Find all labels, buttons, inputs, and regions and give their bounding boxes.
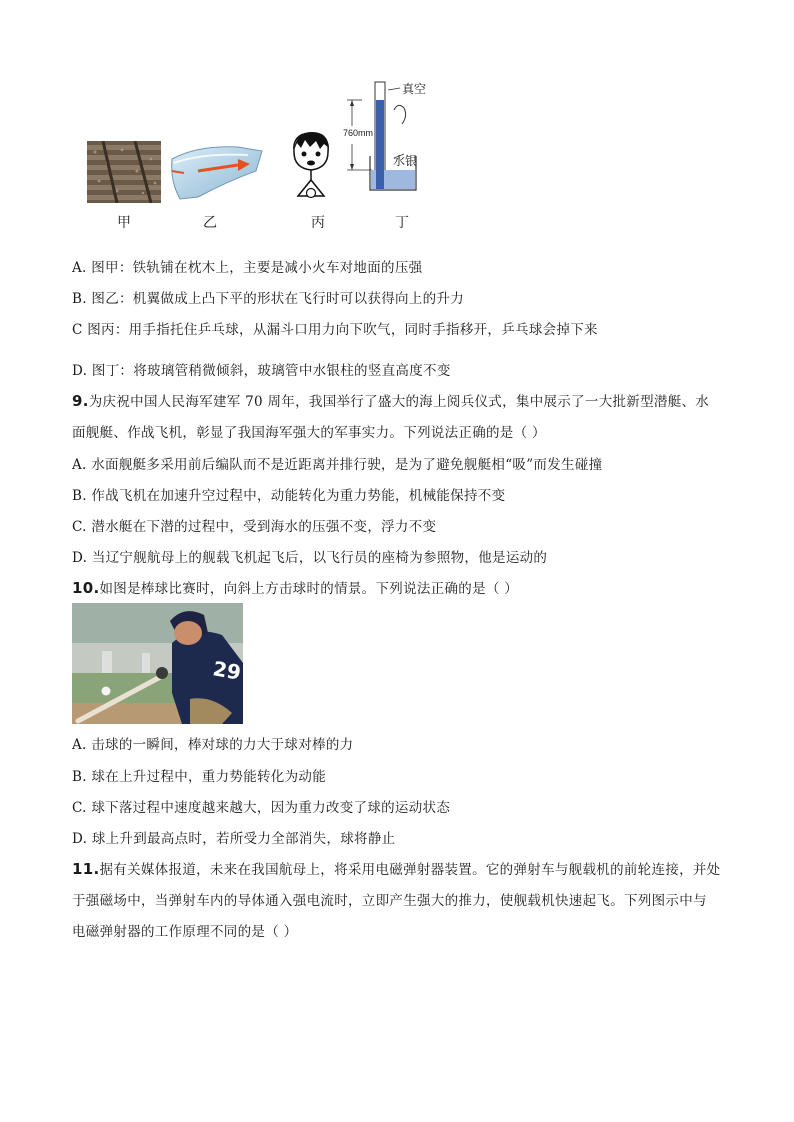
wing-image xyxy=(168,141,264,203)
q8-option-d: D. 图丁：将玻璃管稍微倾斜，玻璃管中水银柱的竖直高度不变 xyxy=(72,363,451,379)
q10-stem-text: 如图是棒球比赛时，向斜上方击球时的情景。下列说法正确的是（ ） xyxy=(99,581,519,597)
q8-option-c: C 图丙：用手指托住乒乓球，从漏斗口用力向下吹气，同时手指移开，乒乓球会掉下来 xyxy=(72,322,598,338)
q9-stem-line1 xyxy=(72,390,709,410)
q10-option-d: D. 球上升到最高点时，若所受力全部消失，球将静止 xyxy=(72,831,396,847)
q11-number: 11. xyxy=(72,860,100,878)
vacuum-label: 真空 xyxy=(402,82,427,96)
q9-stem-text1: 为庆祝中国人民海军建军 70 周年，我国举行了盛大的海上阅兵仪式，集中展示了一大批新型潜艇、水 xyxy=(88,394,710,410)
q11-stem-line3: 电磁弹射器的工作原理不同的是（ ） xyxy=(72,924,298,940)
mercury-label: 水银 xyxy=(393,154,418,168)
q11-stem-line1 xyxy=(72,858,720,878)
q8-option-a: A. 图甲：铁轨铺在枕木上，主要是减小火车对地面的压强 xyxy=(72,260,423,276)
height-label: 760mm xyxy=(343,128,374,138)
caption-yi: 乙 xyxy=(203,215,217,231)
q10-number: 10. xyxy=(72,579,100,597)
q10-option-c: C. 球下落过程中速度越来越大，因为重力改变了球的运动状态 xyxy=(72,800,451,816)
q10-option-b: B. 球在上升过程中，重力势能转化为动能 xyxy=(72,769,327,785)
q11-stem-text1: 据有关媒体报道，未来在我国航母上，将采用电磁弹射器装置。它的弹射车与舰载机的前轮连接，并处 xyxy=(99,862,721,878)
q8-option-b: B. 图乙：机翼做成上凸下平的形状在飞行时可以获得向上的升力 xyxy=(72,291,465,307)
q9-option-b: B. 作战飞机在加速升空过程中，动能转化为重力势能，机械能保持不变 xyxy=(72,488,506,504)
q11-stem-line2: 于强磁场中，当弹射车内的导体通入强电流时，立即产生强大的推力，使舰载机快速起飞。下列图示中与 xyxy=(72,893,707,909)
q9-option-d: D. 当辽宁舰航母上的舰载飞机起飞后，以飞行员的座椅为参照物，他是运动的 xyxy=(72,550,548,566)
funnel-face-image xyxy=(288,130,334,204)
caption-jia: 甲 xyxy=(117,215,131,231)
railway-image xyxy=(87,141,161,203)
baseball-photo xyxy=(72,603,243,724)
q10-stem xyxy=(72,577,518,597)
torricelli-tube-diagram xyxy=(342,80,434,204)
q9-option-a: A. 水面舰艇多采用前后编队而不是近距离并排行驶，是为了避免舰艇相“吸”而发生碰撞 xyxy=(72,457,603,473)
q9-stem-line2: 面舰艇、作战飞机，彰显了我国海军强大的军事实力。下列说法正确的是（ ） xyxy=(72,425,546,441)
q9-number: 9. xyxy=(72,392,89,410)
jersey-number: 29 xyxy=(211,656,243,685)
caption-bing: 丙 xyxy=(311,215,325,231)
q9-option-c: C. 潜水艇在下潜的过程中，受到海水的压强不变，浮力不变 xyxy=(72,519,437,535)
q10-option-a: A. 击球的一瞬间，棒对球的力大于球对棒的力 xyxy=(72,737,354,753)
caption-ding: 丁 xyxy=(395,215,409,231)
